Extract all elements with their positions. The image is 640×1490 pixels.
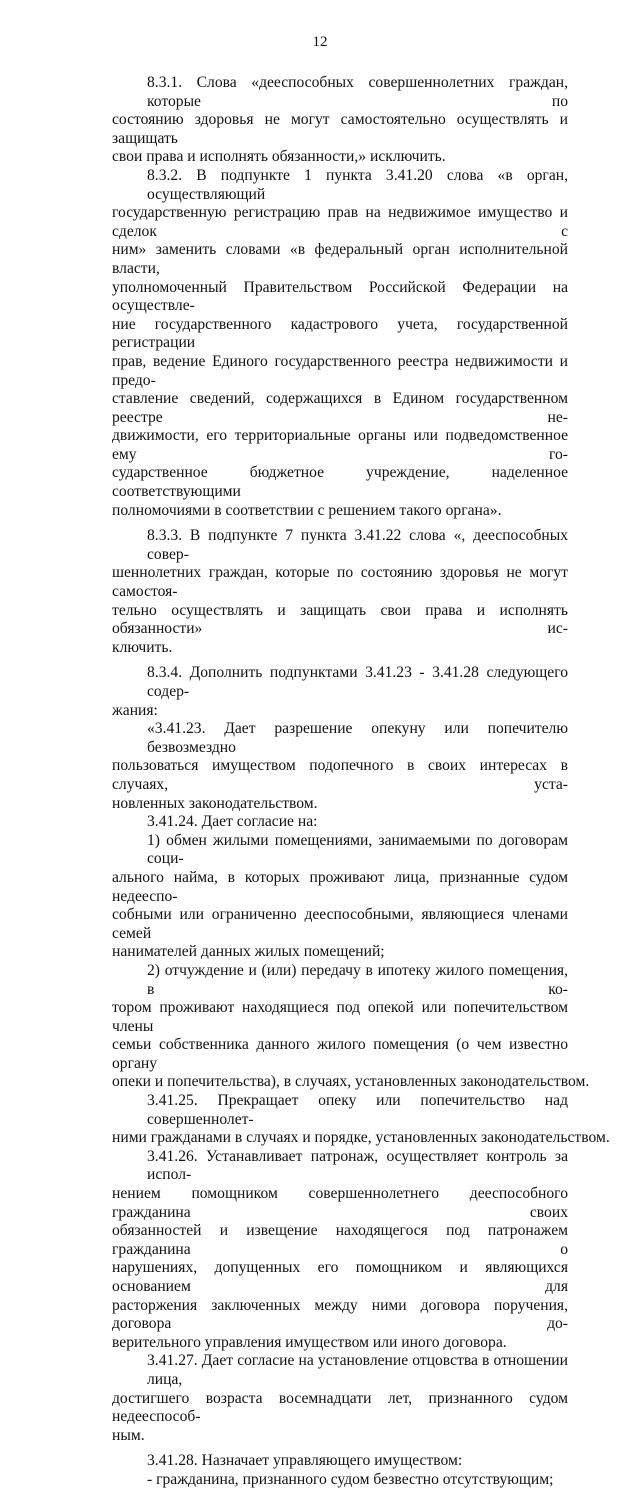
text-line: ним» заменить словами «в федеральный орган исполнительной власти, [112,241,568,277]
text-line: верительного управления имуществом или иного договора. [112,1333,507,1351]
text-line: - гражданина, признанного судом безвестно отсутствующим; [147,1470,554,1488]
text-line: 2) отчуждение и (или) передачу в ипотеку жилого помещения, в ко- [147,961,568,998]
paragraph-3-41-24-item-2 [112,961,590,1092]
paragraph-3-41-23 [112,720,568,813]
text-line: ние государственного кадастрового учета, государственной регистрации [112,315,568,352]
text-line: 3.41.27. Дает согласие на установление отцовства в отношении лица, [147,1352,568,1388]
text-line: расторжения заключенных между ними договора поручения, договора до- [112,1296,568,1333]
text-line: обязанностей и извещение находящегося под патронажем гражданина о [112,1222,568,1258]
paragraph-3-41-26 [112,1148,568,1353]
text-line: пользоваться имуществом подопечного в своих интересах в случаях, уста- [112,757,568,793]
text-line: тельно осуществлять и защищать свои права и исполнять обязанности» ис- [112,601,568,638]
document-body [112,74,610,1490]
text-line: нанимателей данных жилых помещений; [112,943,385,961]
text-line: 3.41.24. Дает согласие на: [147,813,318,831]
text-line: 8.3.3. В подпункте 7 пункта 3.41.22 слова «, дееспособных совер- [147,527,568,563]
text-line: нением помощником совершеннолетнего дееспособного гражданина своих [112,1185,568,1221]
text-line: «3.41.23. Дает разрешение опекуну или попечителю безвозмездно [147,720,568,756]
text-line: тором проживают находящиеся под опекой или попечительством члены [112,999,568,1035]
text-line: ключить. [112,638,173,656]
text-line: 1) обмен жилыми помещениями, занимаемыми по договорам соци- [147,831,568,868]
page-number: 12 [312,34,328,50]
text-line: полномочиями в соответствии с решением такого органа». [112,501,502,519]
text-line: 8.3.1. Слова «дееспособных совершеннолетних граждан, которые по [147,74,568,110]
text-line: 3.41.28. Назначает управляющего имуществом: [147,1452,463,1470]
text-line: новленных законодательством. [112,794,318,812]
text-line: шеннолетних граждан, которые по состоянию здоровья не могут самостоя- [112,564,568,601]
text-line: 3.41.25. Прекращает опеку или попечительство над совершеннолет- [147,1092,568,1128]
paragraph-3-41-25 [112,1092,610,1148]
paragraph-3-41-28-item-1 [112,1471,568,1490]
text-line: сударственное бюджетное учреждение, наделенное соответствующими [112,464,568,501]
text-line: собными или ограниченно дееспособными, являющиеся членами семей [112,906,568,942]
text-line: нарушениях, допущенных его помощником и являющихся основанием для [112,1259,568,1295]
text-line: 8.3.4. Дополнить подпунктами 3.41.23 - 3.41.28 следующего содер- [147,664,568,700]
paragraph-3-41-28 [112,1452,568,1471]
text-line: движимости, его территориальные органы или подведомственное ему го- [112,427,568,463]
paragraph-8-3-2 [112,167,568,520]
text-line: состоянию здоровья не могут самостоятельно осуществлять и защищать [112,111,568,147]
paragraph-3-41-24 [112,813,568,832]
text-line: жания: [112,701,158,719]
text-line: 3.41.26. Устанавливает патронаж, осуществляет контроль за испол- [147,1147,568,1184]
paragraph-8-3-1 [112,74,568,167]
text-line: свои права и исполнять обязанности,» исключить. [112,148,446,166]
text-line: уполномоченный Правительством Российской Федерации на осуществле- [112,278,568,315]
text-line: 8.3.2. В подпункте 1 пункта 3.41.20 слова «в орган, осуществляющий [147,166,568,203]
text-line: ставление сведений, содержащихся в Едином государственном реестре не- [112,390,568,426]
text-line: ального найма, в которых проживают лица, признанные судом недееспо- [112,868,568,905]
paragraph-8-3-4 [112,664,568,720]
paragraph-3-41-24-item-1 [112,832,568,962]
paragraph-8-3-3 [112,527,568,657]
text-line: ними гражданами в случаях и порядке, установленных законодательством. [112,1129,610,1147]
paragraph-3-41-27 [112,1352,568,1445]
text-line: достигшего возраста восемнадцати лет, признанного судом недееспособ- [112,1389,568,1426]
text-line: прав, ведение Единого государственного реестра недвижимости и предо- [112,352,568,389]
text-line: государственную регистрацию прав на недвижимое имущество и сделок с [112,204,568,240]
text-line: семьи собственника данного жилого помещения (о чем известно органу [112,1036,568,1072]
text-line: опеки и попечительства), в случаях, установленных законодательством. [112,1073,590,1091]
text-line: ным. [112,1426,145,1444]
